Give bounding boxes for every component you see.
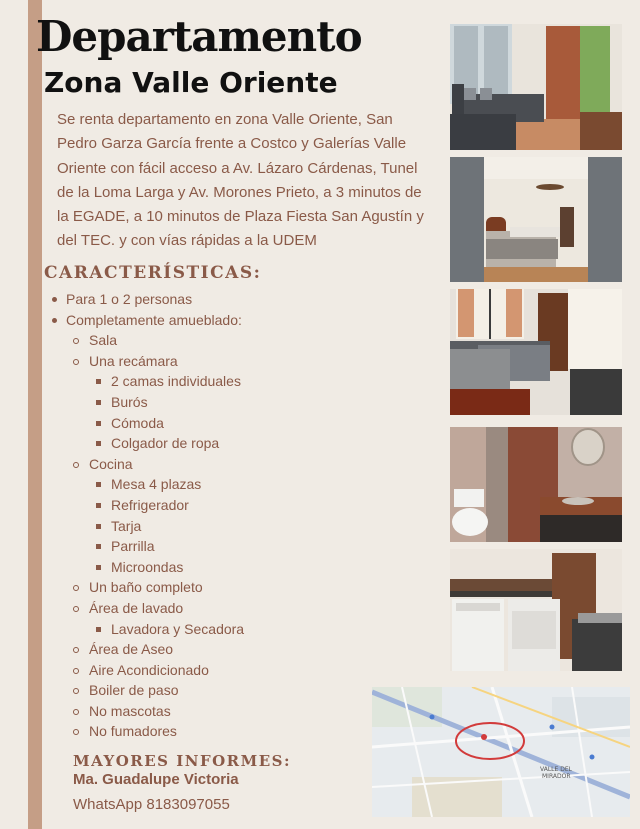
photo-bathroom — [450, 427, 622, 542]
bullet-icon — [52, 297, 57, 302]
map-label-2: MIRADOR — [542, 773, 571, 780]
bullet-icon — [73, 359, 79, 365]
feature-text: Tarja — [111, 517, 142, 534]
feature-item — [49, 536, 409, 557]
contact-name: Ma. Guadalupe Victoria — [73, 771, 239, 788]
features-heading: CARACTERÍSTICAS: — [44, 263, 262, 283]
feature-text: Microondas — [111, 558, 184, 575]
bullet-icon — [73, 668, 79, 674]
feature-text: Colgador de ropa — [111, 435, 220, 452]
feature-text: No mascotas — [89, 702, 171, 719]
bullet-icon — [96, 503, 101, 508]
feature-text: Área de lavado — [89, 599, 184, 616]
bullet-icon — [73, 647, 79, 653]
bullet-icon — [73, 688, 79, 694]
accent-stripe — [28, 0, 42, 829]
feature-text: Un baño completo — [89, 579, 203, 596]
feature-text: Sala — [89, 332, 118, 349]
map-label-1: VALLE DEL — [540, 766, 572, 773]
bullet-icon — [73, 709, 79, 715]
bullet-icon — [73, 585, 79, 591]
feature-item — [49, 433, 409, 454]
map-image — [372, 687, 630, 817]
bullet-icon — [52, 318, 57, 323]
feature-text: Una recámara — [89, 352, 178, 369]
feature-item — [49, 330, 409, 351]
feature-text: 2 camas individuales — [111, 373, 241, 390]
bullet-icon — [96, 400, 101, 405]
feature-item — [49, 721, 409, 742]
feature-text: Para 1 o 2 personas — [66, 291, 193, 307]
feature-text: Área de Aseo — [89, 641, 174, 658]
feature-text: Lavadora y Secadora — [111, 620, 245, 637]
bullet-icon — [96, 379, 101, 384]
feature-item — [49, 598, 409, 619]
feature-text: Cómoda — [111, 414, 164, 431]
feature-item — [49, 516, 409, 537]
feature-item — [49, 289, 409, 310]
feature-text: Aire Acondicionado — [89, 661, 209, 678]
feature-item — [49, 619, 409, 640]
feature-item — [49, 701, 409, 722]
feature-item — [49, 680, 409, 701]
photo-living-room — [450, 24, 622, 150]
photo-laundry — [450, 549, 622, 671]
feature-item — [49, 371, 409, 392]
intro-paragraph: Se renta departamento en zona Valle Oriente, San Pedro Garza García frente a Costco y Galerías Valle Oriente con fácil acceso a Av. Lázaro Cárdenas, Tunel de la Loma Larga y Av. Morones Prieto, a 3 minutos de la EGADE, a 10 minutos de Plaza Fiesta San Agustín y del TEC. y con vías rápidas a la UDEM — [57, 111, 424, 250]
feature-item — [49, 577, 409, 598]
feature-item — [49, 351, 409, 372]
feature-text: No fumadores — [89, 723, 177, 740]
bullet-icon — [73, 729, 79, 735]
feature-text: Boiler de paso — [89, 682, 179, 699]
feature-item — [49, 454, 409, 475]
contact-heading: MAYORES INFORMES: — [73, 752, 292, 770]
bullet-icon — [96, 544, 101, 549]
feature-item — [49, 392, 409, 413]
bullet-icon — [96, 524, 101, 529]
feature-item — [49, 474, 409, 495]
bullet-icon — [96, 441, 101, 446]
features-list — [49, 289, 409, 742]
feature-text: Burós — [111, 393, 148, 410]
photo-bedroom — [450, 157, 622, 282]
bullet-icon — [96, 421, 101, 426]
photo-kitchen — [450, 289, 622, 415]
bullet-icon — [96, 565, 101, 570]
bullet-icon — [96, 627, 101, 632]
feature-text: Parrilla — [111, 538, 155, 555]
bullet-icon — [73, 462, 79, 468]
feature-item — [49, 557, 409, 578]
page-subtitle: Zona Valle Oriente — [44, 66, 338, 99]
features-items — [49, 289, 409, 742]
bullet-icon — [73, 338, 79, 344]
feature-text: Mesa 4 plazas — [111, 476, 202, 493]
bullet-icon — [73, 606, 79, 612]
feature-text: Refrigerador — [111, 496, 189, 513]
feature-item — [49, 639, 409, 660]
feature-text: Cocina — [89, 455, 133, 472]
page-title: Departamento — [36, 12, 362, 61]
contact-phone: WhatsApp 8183097055 — [73, 796, 230, 813]
feature-item — [49, 310, 409, 331]
feature-text: Completamente amueblado: — [66, 311, 242, 328]
bullet-icon — [96, 482, 101, 487]
feature-item — [49, 495, 409, 516]
feature-item — [49, 660, 409, 681]
feature-item — [49, 413, 409, 434]
